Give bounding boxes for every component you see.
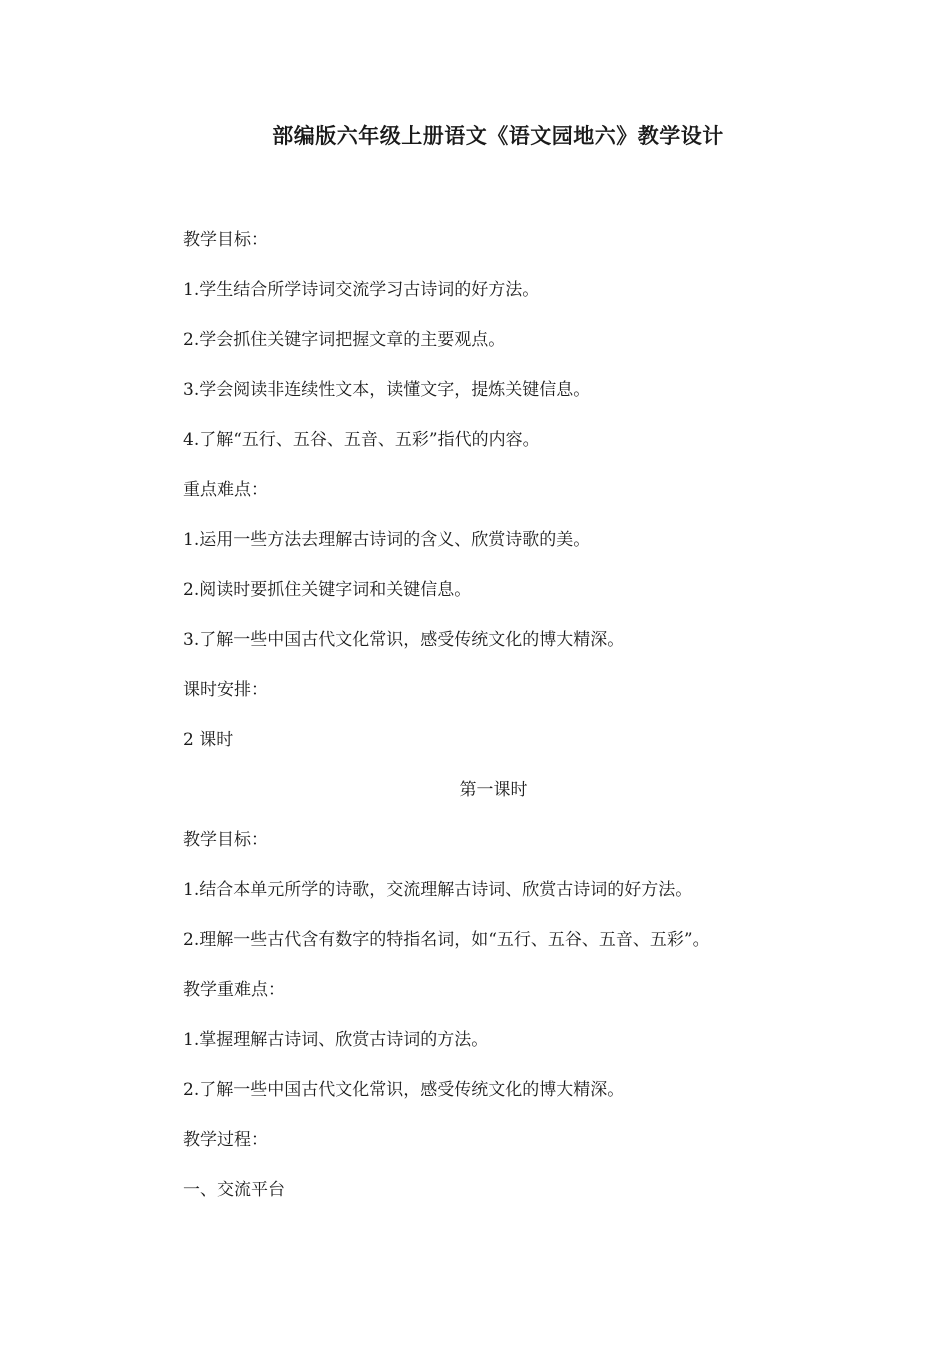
paragraph-line: 1.掌握理解古诗词、欣赏古诗词的方法。	[183, 1030, 489, 1050]
document-body	[183, 225, 863, 1225]
section-heading-key-points: 重点难点：	[183, 480, 268, 500]
paragraph-line: 2.理解一些古代含有数字的特指名词，如“五行、五谷、五音、五彩”。	[183, 930, 710, 950]
section-heading-objectives: 教学目标：	[183, 230, 268, 250]
paragraph-line: 2.学会抓住关键字词把握文章的主要观点。	[183, 330, 506, 350]
lesson-heading: 第一课时	[459, 780, 528, 800]
paragraph-line: 2 课时	[183, 730, 234, 750]
section-heading-schedule: 课时安排：	[183, 680, 268, 700]
paragraph-line: 3.学会阅读非连续性文本，读懂文字，提炼关键信息。	[183, 380, 591, 400]
paragraph-line: 一、交流平台	[183, 1180, 285, 1200]
paragraph-line: 2.了解一些中国古代文化常识，感受传统文化的博大精深。	[183, 1080, 625, 1100]
section-heading-difficulties: 教学重难点：	[183, 980, 285, 1000]
paragraph-line: 1.运用一些方法去理解古诗词的含义、欣赏诗歌的美。	[183, 530, 591, 550]
paragraph-line: 2.阅读时要抓住关键字词和关键信息。	[183, 580, 472, 600]
paragraph-line: 1.学生结合所学诗词交流学习古诗词的好方法。	[183, 280, 540, 300]
paragraph-line: 4.了解“五行、五谷、五音、五彩”指代的内容。	[183, 430, 540, 450]
document-title: 部编版六年级上册语文《语文园地六》教学设计	[272, 124, 724, 148]
section-heading-process: 教学过程：	[183, 1130, 268, 1150]
section-heading-objectives: 教学目标：	[183, 830, 268, 850]
paragraph-line: 1.结合本单元所学的诗歌，交流理解古诗词、欣赏古诗词的好方法。	[183, 880, 693, 900]
paragraph-line: 3.了解一些中国古代文化常识，感受传统文化的博大精深。	[183, 630, 625, 650]
